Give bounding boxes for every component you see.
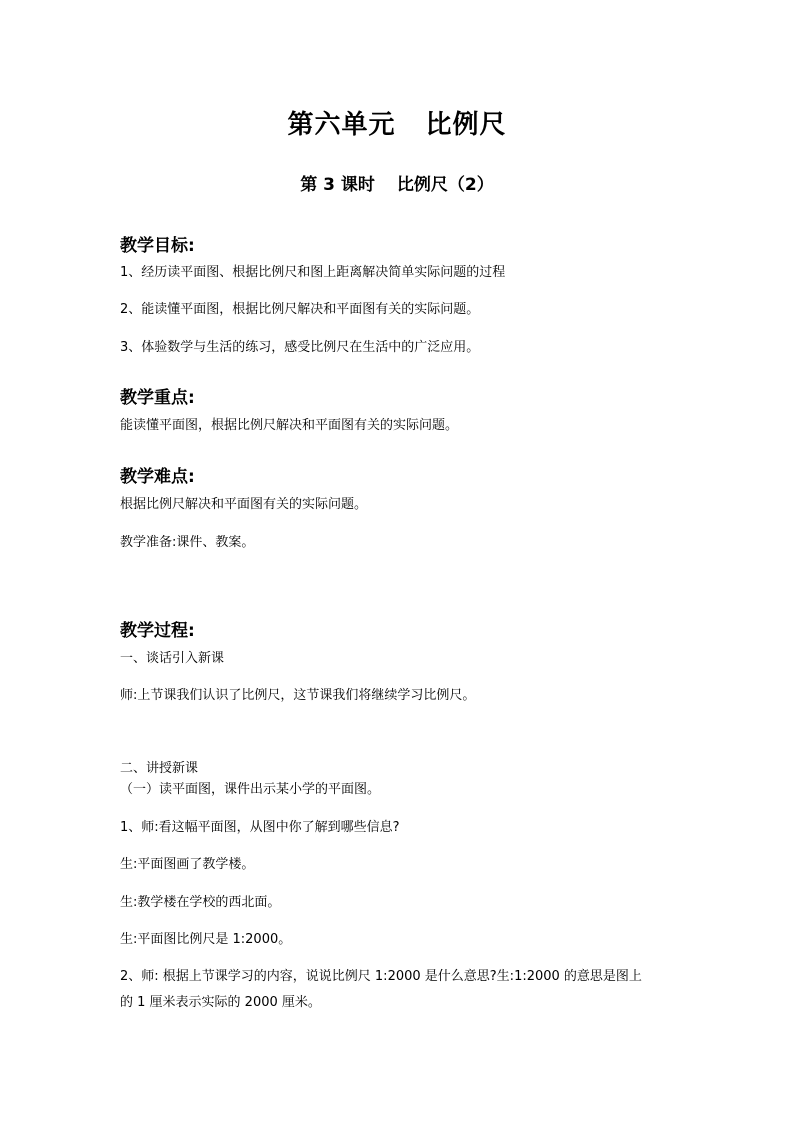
section2-subtitle: （一）读平面图，课件出示某小学的平面图。 bbox=[120, 782, 381, 797]
process-line: 生:平面图画了教学楼。 bbox=[120, 857, 255, 872]
subtitle-lesson: 第 3 课时 bbox=[300, 175, 375, 195]
process-line: 1、师:看这幅平面图，从图中你了解到哪些信息? bbox=[120, 820, 400, 835]
objective-item: 2、能读懂平面图，根据比例尺解决和平面图有关的实际问题。 bbox=[120, 302, 480, 317]
section2-title: 二、讲授新课 bbox=[120, 761, 199, 776]
title-unit: 第六单元 bbox=[287, 110, 396, 140]
title-topic: 比例尺 bbox=[425, 110, 507, 140]
objective-item: 1、经历读平面图、根据比例尺和图上距离解决简单实际问题的过程 bbox=[120, 265, 506, 280]
section1-title: 一、谈话引入新课 bbox=[120, 651, 225, 666]
process-line: 生:教学楼在学校的西北面。 bbox=[120, 895, 281, 910]
key-points-text: 能读懂平面图，根据比例尺解决和平面图有关的实际问题。 bbox=[120, 418, 459, 433]
objectives-heading: 教学目标: bbox=[120, 236, 195, 256]
process-line: 2、师: 根据上节课学习的内容，说说比例尺 1:2000 是什么意思?生:1:2000 的意思是图上 bbox=[120, 969, 642, 984]
process-line: 生:平面图比例尺是 1:2000。 bbox=[120, 932, 292, 947]
subtitle-topic: 比例尺（2） bbox=[396, 175, 494, 195]
key-points-heading: 教学重点: bbox=[120, 388, 195, 408]
preparation-text: 教学准备:课件、教案。 bbox=[120, 535, 255, 550]
process-heading: 教学过程: bbox=[120, 621, 195, 641]
difficulties-text: 根据比例尺解决和平面图有关的实际问题。 bbox=[120, 497, 368, 512]
process-line: 的 1 厘米表示实际的 2000 厘米。 bbox=[120, 995, 321, 1010]
page-title bbox=[0, 104, 794, 141]
section1-text: 师:上节课我们认识了比例尺，这节课我们将继续学习比例尺。 bbox=[120, 688, 476, 703]
page-subtitle bbox=[0, 170, 794, 195]
difficulties-heading: 教学难点: bbox=[120, 467, 195, 487]
objective-item: 3、体验数学与生活的练习，感受比例尺在生活中的广泛应用。 bbox=[120, 340, 480, 355]
